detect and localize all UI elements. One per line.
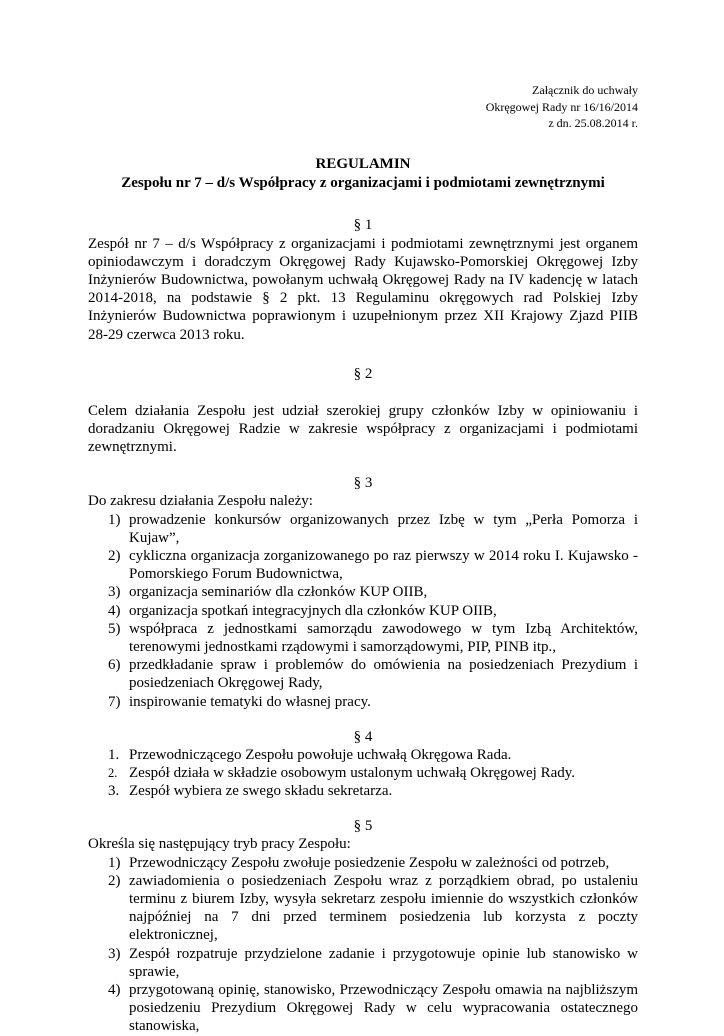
section-5-list <box>88 854 638 1036</box>
list-item-text: Zespół rozpatruje przydzielone zadanie i przygotowuje opinie lub stanowisko w sprawie, <box>129 945 638 980</box>
list-item-number: 6) <box>108 657 121 674</box>
list-item-text: zawiadomienia o posiedzeniach Zespołu wraz z porządkiem obrad, po ustaleniu terminu z biurem Izby, wysyła sekretarz zespołu imiennie do wszystkich członków najpóźniej na 7 dni przed terminem posiedzenia lub korzysta z poczty elektronicznej, <box>129 872 638 944</box>
list-item-number: 1. <box>108 746 120 763</box>
section-1-heading: § 1 <box>353 216 373 233</box>
list-item-number: 5) <box>108 620 121 637</box>
list-item-number: 1) <box>108 511 121 528</box>
list-item-number: 3) <box>108 945 121 962</box>
list-item <box>88 945 638 981</box>
list-item <box>88 782 638 800</box>
list-item-text: organizacja spotkań integracyjnych dla członków KUP OIIB, <box>129 602 497 619</box>
section-4-list <box>88 746 638 801</box>
section-2-heading: § 2 <box>353 365 373 382</box>
list-item <box>88 547 638 583</box>
list-item-text: Przewodniczącego Zespołu powołuje uchwałą Okręgowa Rada. <box>129 746 512 763</box>
list-item-text: Zespół działa w składzie osobowym ustalonym uchwałą Okręgowej Rady. <box>129 764 576 781</box>
attachment-note-line: Załącznik do uchwały <box>532 83 638 97</box>
document-title <box>88 155 638 193</box>
list-item-text: przygotowaną opinię, stanowisko, Przewodniczący Zespołu omawia na najbliższym posiedzeniu Prezydium Okręgowej Rady w celu wypracowania ostatecznego stanowiska, <box>129 982 638 1035</box>
section-3-intro: Do zakresu działania Zespołu należy: <box>88 493 313 510</box>
list-item <box>88 854 638 872</box>
attachment-note-line: Okręgowej Rady nr 16/16/2014 <box>485 99 638 114</box>
list-item-text: cykliczna organizacja zorganizowanego po raz pierwszy w 2014 roku I. Kujawsko - Pomorskiego Forum Budownictwa, <box>129 547 638 583</box>
list-item-number: 2. <box>108 765 118 780</box>
section-2-text: Celem działania Zespołu jest udział szerokiej grupy członków Izby w opiniowaniu i doradzaniu Okręgowej Radzie w zakresie współpracy z organizacjami i podmiotami zewnętrznymi. <box>88 402 638 456</box>
list-item-number: 3) <box>108 584 121 601</box>
list-item <box>88 656 638 692</box>
section-3-heading: § 3 <box>353 475 373 492</box>
list-item-number: 7) <box>108 693 121 710</box>
list-item-number: 4) <box>108 982 121 998</box>
section-5-intro: Określa się następujący tryb pracy Zespołu: <box>88 836 351 853</box>
title-line-2: Zespołu nr 7 – d/s Współpracy z organizacjami i podmiotami zewnętrznymi <box>121 174 605 191</box>
list-item-text: Przewodniczący Zespołu zwołuje posiedzenie Zespołu w zależności od potrzeb, <box>129 854 610 871</box>
list-item-text: inspirowanie tematyki do własnej pracy. <box>129 693 371 710</box>
list-item-text: współpraca z jednostkami samorządu zawodowego w tym Izbą Architektów, terenowymi jednostkami rządowymi i samorządowymi, PIP, PINB itp., <box>129 620 638 655</box>
list-item-number: 3. <box>108 783 120 800</box>
list-item <box>88 746 638 764</box>
document-page <box>88 82 638 1036</box>
list-item <box>88 981 638 1036</box>
list-item-number: 1) <box>108 854 121 871</box>
list-item <box>88 583 638 601</box>
list-item-text: organizacja seminariów dla członków KUP OIIB, <box>129 584 428 601</box>
section-3-list <box>88 511 638 711</box>
list-item-text: Zespół wybiera ze swego składu sekretarza. <box>129 783 393 800</box>
section-1-text: Zespół nr 7 – d/s Współpracy z organizacjami i podmiotami zewnętrznymi jest organem opiniodawczym i doradczym Okręgowej Rady Kujawsko-Pomorskiej Okręgowej Izby Inżynierów Budownictwa, powołanym uchwałą Okręgowej Rady na IV kadencję w latach 2014-2018, na podstawie § 2 pkt. 13 Regulaminu okręgowych rad Polskiej Izby Inżynierów Budownictwa poprawionym i uzupełnionym przez XII Krajowy Zjazd PIIB 28-29 czerwca 2013 roku. <box>88 235 638 343</box>
list-item <box>88 620 638 656</box>
list-item <box>88 511 638 547</box>
list-item-number: 4) <box>108 602 121 619</box>
list-item-number: 2) <box>108 872 121 889</box>
list-item <box>88 602 638 620</box>
attachment-note-line: z dn. 25.08.2014 r. <box>548 116 638 130</box>
list-item-text: prowadzenie konkursów organizowanych przez Izbę w tym „Perła Pomorza i Kujaw”, <box>129 511 638 546</box>
list-item <box>88 872 638 945</box>
attachment-note <box>88 82 638 132</box>
section-4-heading: § 4 <box>353 728 373 745</box>
section-5-heading: § 5 <box>353 818 373 835</box>
list-item <box>88 764 638 782</box>
list-item <box>88 693 638 711</box>
title-line-1: REGULAMIN <box>315 155 411 172</box>
list-item-text: przedkładanie spraw i problemów do omówienia na posiedzeniach Prezydium i posiedzeniach Okręgowej Rady, <box>129 657 638 692</box>
list-item-number: 2) <box>108 547 121 564</box>
